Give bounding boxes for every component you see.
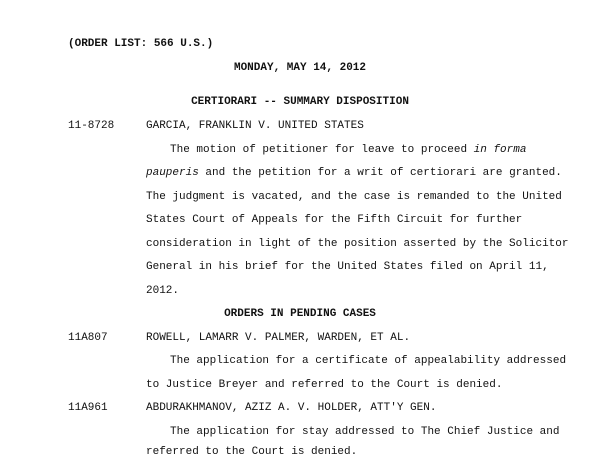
section-heading-pending: ORDERS IN PENDING CASES bbox=[224, 308, 376, 320]
case-caption: ROWELL, LAMARR V. PALMER, WARDEN, ET AL. bbox=[146, 332, 411, 344]
case-text-line: referred to the Court is denied. bbox=[146, 446, 358, 458]
case-caption: GARCIA, FRANKLIN V. UNITED STATES bbox=[146, 120, 364, 132]
docket-number: 11-8728 bbox=[68, 120, 115, 132]
case-caption: ABDURAKHMANOV, AZIZ A. V. HOLDER, ATT'Y GEN. bbox=[146, 402, 437, 414]
case-text-segment: and the petition for a writ of certiorari are granted. bbox=[198, 167, 562, 179]
case-text-line bbox=[170, 143, 526, 157]
order-date: MONDAY, MAY 14, 2012 bbox=[233, 62, 367, 74]
case-text-italic: pauperis bbox=[146, 167, 199, 179]
case-text-line: The judgment is vacated, and the case is remanded to the United bbox=[146, 191, 562, 203]
order-list-label: (ORDER LIST: 566 U.S.) bbox=[68, 38, 214, 50]
docket-number: 11A961 bbox=[68, 402, 108, 414]
case-text-line: General in his brief for the United States filed on April 11, bbox=[146, 261, 549, 273]
case-text-segment: The motion of petitioner for leave to proceed bbox=[170, 144, 474, 156]
case-text-line: 2012. bbox=[146, 285, 180, 297]
case-text-line: consideration in light of the position asserted by the Solicitor bbox=[146, 238, 569, 250]
docket-number: 11A807 bbox=[68, 332, 108, 344]
case-text-line bbox=[146, 166, 562, 180]
case-text-line: States Court of Appeals for the Fifth Circuit for further bbox=[146, 214, 523, 226]
case-text-line: The application for a certificate of appealability addressed bbox=[170, 355, 567, 367]
case-text-line: to Justice Breyer and referred to the Court is denied. bbox=[146, 379, 503, 391]
section-heading-cert-summary: CERTIORARI -- SUMMARY DISPOSITION bbox=[191, 96, 409, 108]
case-text-italic: in forma bbox=[473, 144, 527, 156]
case-text-line: The application for stay addressed to The Chief Justice and bbox=[170, 426, 560, 438]
